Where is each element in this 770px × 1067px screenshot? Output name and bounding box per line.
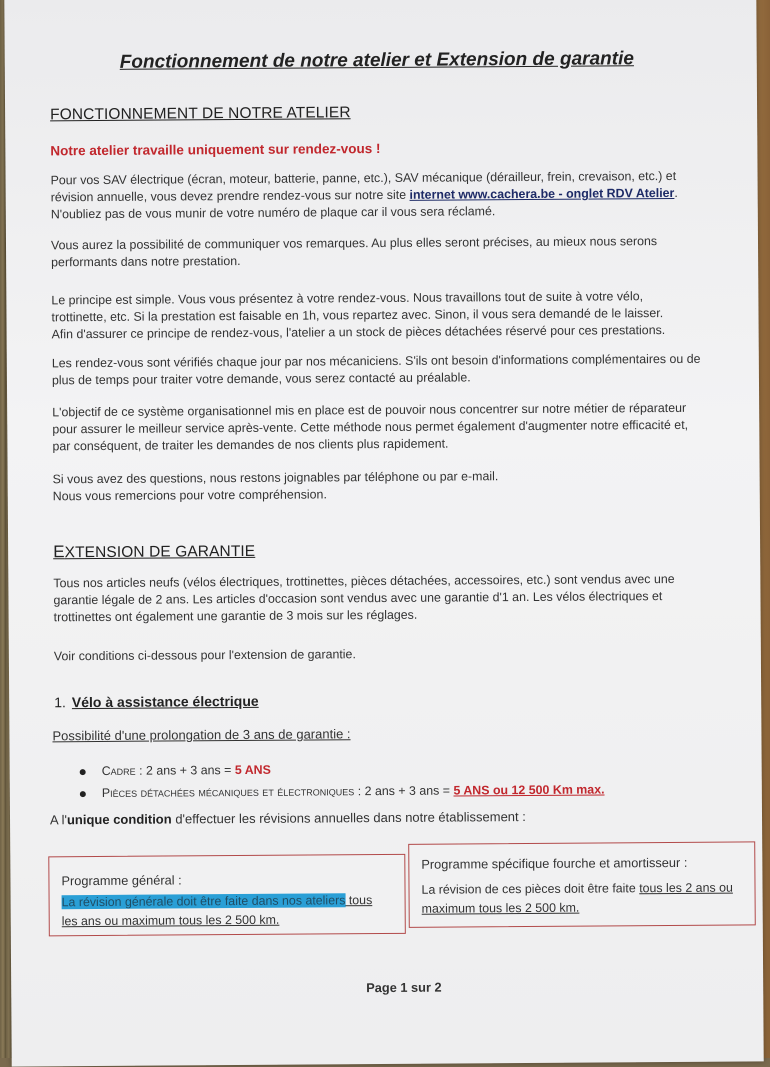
bullet-calc: : 2 ans + 3 ans =: [354, 783, 454, 799]
bullet-icon: [80, 791, 86, 797]
paragraph-conditions: Voir conditions ci-dessous pour l'extension de garantie.: [53, 647, 356, 664]
text-line: L'objectif de ce système organisationnel mis en place est de pouvoir nous concentrer sur notre métier de réparateur: [52, 400, 687, 420]
text-line: N'oubliez pas de vous munir de votre numéro de plaque car il vous sera réclamé.: [50, 204, 496, 222]
condition-emphasis: unique condition: [66, 811, 172, 828]
box-text: [421, 879, 733, 919]
text-segment: tous: [345, 893, 373, 908]
text-line: performants dans notre prestation.: [51, 253, 241, 270]
highlighted-text: La révision générale doit être faite dans nos ateliers: [61, 893, 346, 910]
general-program-box: [48, 854, 406, 936]
box-text: [62, 891, 373, 931]
text-line: [421, 879, 732, 900]
text-line: plus de temps pour traiter votre demande, vous serez contacté au préalable.: [51, 370, 471, 388]
paragraph-warranty: [53, 571, 675, 626]
section-heading-garantie: [53, 541, 255, 562]
heading-initial: E: [53, 542, 65, 562]
text-line: Si vous avez des questions, nous restons joignables par téléphone ou par e-mail.: [52, 469, 499, 487]
bullet-label: Cadre: [101, 763, 136, 778]
text-line: trottinette, etc. Si la prestation est faisable en 1h, vous repartez avec. Sinon, il vous sera demandé de le laisser.: [51, 306, 664, 325]
specific-program-box: [408, 841, 756, 927]
section-heading-atelier: FONCTIONNEMENT DE NOTRE ATELIER: [50, 104, 351, 124]
text-line: Vous aurez la possibilité de communiquer vos remarques. Au plus elles seront précises, au mieux nous serons: [50, 234, 658, 253]
item-title: Vélo à assistance électrique: [71, 692, 259, 711]
box-title: Programme général :: [61, 872, 182, 889]
text-line: Tous nos articles neufs (vélos électriques, trottinettes, pièces détachées, accessoires, etc.) sont vendus avec une: [53, 571, 675, 591]
text-line: maximum tous les 2 500 km.: [421, 900, 580, 916]
bullet-frame: [80, 763, 271, 778]
bullet-calc: : 2 ans + 3 ans =: [135, 763, 235, 778]
text-line: garantie légale de 2 ans. Les articles d'occasion sont vendus avec une garantie d'1 an. Les vélos électriques et: [53, 589, 663, 608]
item-heading-ebike: [54, 693, 259, 710]
text-line: Le principe est simple. Vous vous présentez à votre rendez-vous. Nous travaillons tout de suite à votre vélo,: [51, 289, 644, 308]
text-segment: tous les 2 ans ou: [639, 880, 733, 896]
paragraph-contact: [53, 468, 499, 505]
text-line: Nous vous remercions pour votre compréhension.: [52, 487, 327, 504]
document-title: Fonctionnement de notre atelier et Extension de garantie: [119, 48, 634, 73]
text-segment: d'effectuer les révisions annuelles dans notre établissement :: [171, 809, 526, 827]
text-line: Les rendez-vous sont vérifiés chaque jour par nos mécaniciens. S'ils ont besoin d'informations complémentaires ou de: [51, 351, 701, 371]
text-line: par conséquent, de traiter les demandes de nos clients plus rapidement.: [52, 436, 449, 454]
paragraph-principle: [51, 288, 665, 343]
paragraph-sav: [51, 168, 678, 223]
bullet-label: Pièces détachées mécaniques et électroniques: [101, 784, 355, 800]
booking-link[interactable]: internet www.cachera.be - onglet RDV Atelier: [409, 185, 675, 202]
box-title: Programme spécifique fourche et amortisseur :: [421, 854, 688, 872]
text-line: pour assurer le meilleur service après-vente. Cette méthode nous permet également d'augmenter notre efficacité et,: [52, 417, 689, 437]
text-line: Afin d'assurer ce principe de rendez-vous, l'atelier a un stock de pièces détachées réservé pour ces prestations.: [51, 323, 666, 342]
bullet-result: 5 ANS: [234, 762, 271, 778]
document-page: [4, 0, 763, 1067]
text-segment: révision annuelle, vous devez prendre rendez-vous sur notre site: [50, 187, 410, 205]
paragraph-verification: [52, 351, 701, 390]
text-line: Pour vos SAV électrique (écran, moteur, batterie, panne, etc.), SAV mécanique (dérailleur, frein, crevaison, etc.) et: [50, 168, 677, 188]
heading-rest: XTENSION DE GARANTIE: [64, 542, 256, 562]
bullet-icon: [80, 769, 86, 775]
text-line: [62, 891, 373, 912]
condition-line: [50, 809, 526, 827]
bullet-parts: [80, 782, 605, 800]
page-number: Page 1 sur 2: [366, 979, 442, 996]
extension-subheading: Possibilité d'une prolongation de 3 ans de garantie :: [52, 726, 351, 744]
text-segment: .: [674, 185, 678, 200]
text-segment: La révision de ces pièces doit être faite: [421, 881, 640, 897]
item-number: 1.: [54, 694, 66, 711]
bullet-result: 5 ANS ou 12 500 Km max.: [453, 782, 605, 798]
paragraph-remarks: [51, 233, 657, 271]
text-segment: A l': [49, 812, 68, 828]
text-line: trottinettes ont également une garantie de 3 mois sur les réglages.: [53, 607, 418, 625]
appointment-notice: Notre atelier travaille uniquement sur rendez-vous !: [50, 141, 381, 159]
text-line: les ans ou maximum tous les 2 500 km.: [61, 912, 280, 929]
paragraph-objective: [52, 400, 688, 455]
